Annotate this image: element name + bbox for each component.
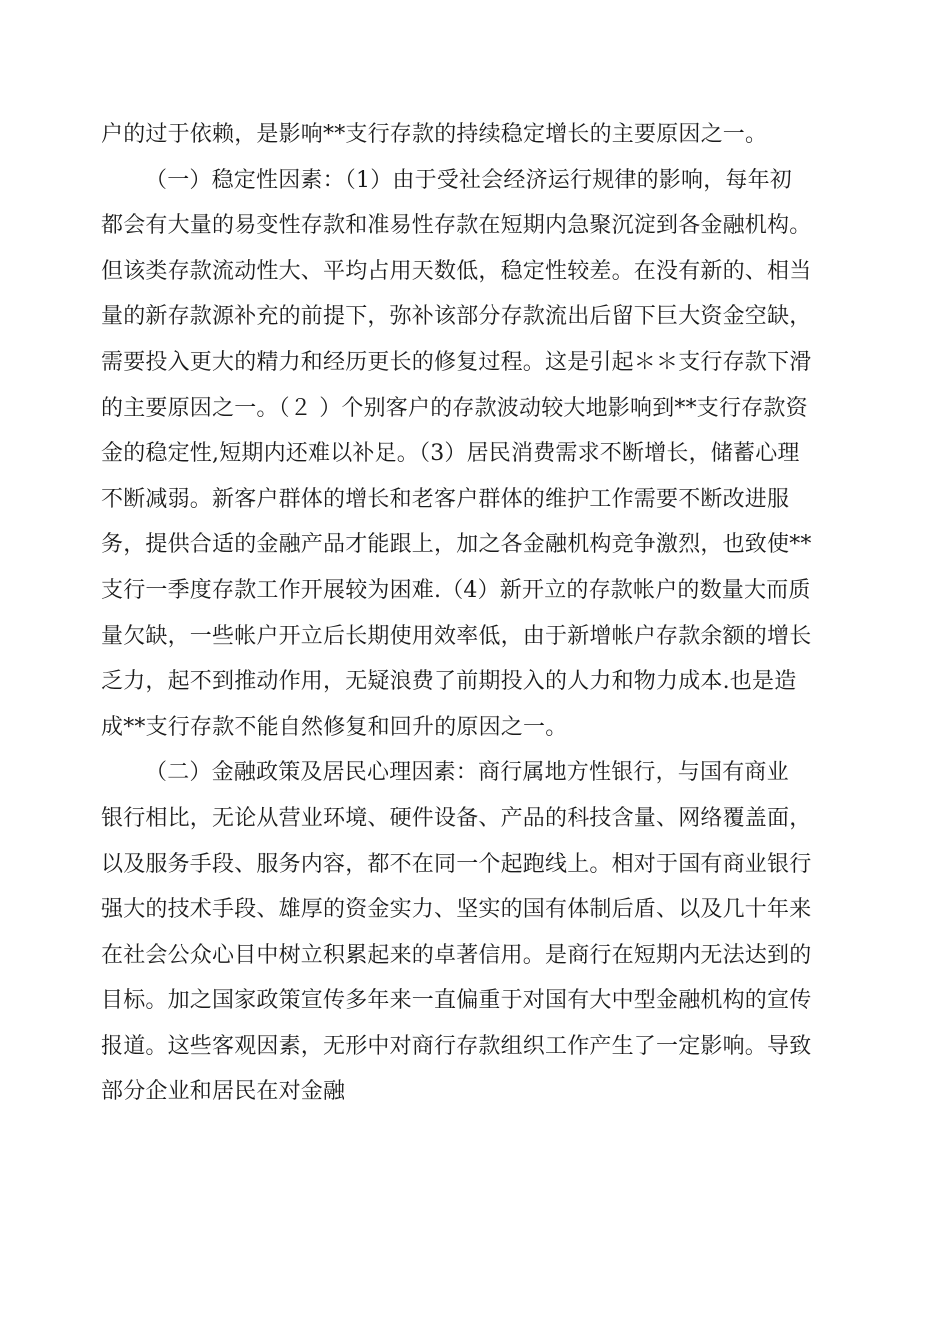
text-line: 不断减弱。新客户群体的增长和老客户群体的维护工作需要不断改进服 [101,486,790,512]
text-line: 量欠缺，一些帐户开立后长期使用效率低，由于新增帐户存款余额的增长 [101,623,812,649]
text-line: 在社会公众心目中树立积累起来的卓著信用。是商行在短期内无法达到的 [101,942,812,968]
text-line: 但该类存款流动性大、平均占用天数低，稳定性较差。在没有新的、相当 [101,258,812,284]
document-body [101,112,828,1115]
text-line: 户的过于依赖，是影响**支行存款的持续稳定增长的主要原因之一。 [101,122,768,147]
text-line: 量的新存款源补充的前提下，弥补该部分存款流出后留下巨大资金空缺， [101,304,812,330]
text-line: 都会有大量的易变性存款和准易性存款在短期内急聚沉淀到各金融机构。 [101,213,812,239]
text-line: 金的稳定性,短期内还难以补足。（3）居民消费需求不断增长，储蓄心理 [101,441,800,467]
paragraph-start-line: （二）金融政策及居民心理因素：商行属地方性银行，与国有商业 [145,760,789,786]
text-line: 部分企业和居民在对金融 [101,1079,346,1105]
text-line: 强大的技术手段、雄厚的资金实力、坚实的国有体制后盾、以及几十年来 [101,897,812,923]
paragraph-start-line: （一）稳定性因素：（1）由于受社会经济运行规律的影响，每年初 [145,167,792,193]
text-line: 乏力，起不到推动作用，无疑浪费了前期投入的人力和物力成本.也是造 [101,669,797,695]
text-line: 以及服务手段、服务内容，都不在同一个起跑线上。相对于国有商业银行 [101,851,812,877]
text-line: 目标。加之国家政策宣传多年来一直偏重于对国有大中型金融机构的宣传 [101,988,812,1014]
text-line: 务，提供合适的金融产品才能跟上，加之各金融机构竞争激烈，也致使** [101,532,812,558]
text-line: 报道。这些客观因素，无形中对商行存款组织工作产生了一定影响。导致 [101,1033,812,1059]
text-line: 需要投入更大的精力和经历更长的修复过程。这是引起＊＊支行存款下滑 [101,349,812,375]
text-line: 的主要原因之一。（２ ）个别客户的存款波动较大地影响到**支行存款资 [101,395,808,421]
text-line: 银行相比，无论从营业环境、硬件设备、产品的科技含量、网络覆盖面， [101,805,812,831]
text-line: 支行一季度存款工作开展较为困难.（4）新开立的存款帐户的数量大而质 [101,577,811,603]
text-line: 成**支行存款不能自然修复和回升的原因之一。 [101,714,568,740]
